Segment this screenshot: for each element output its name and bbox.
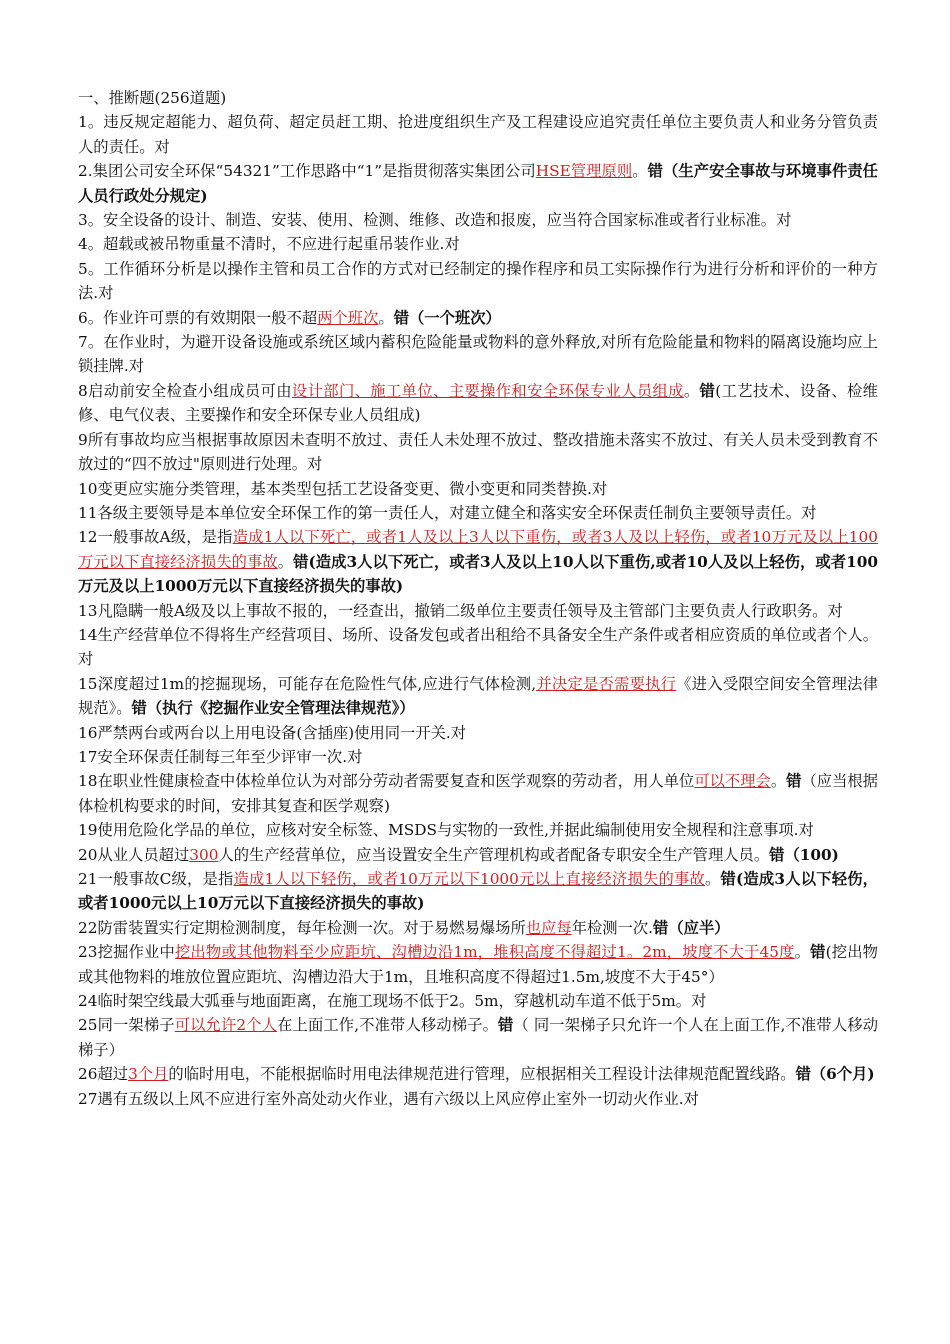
- question-text: 。: [794, 943, 811, 962]
- question-text: 15深度超过1m的挖掘现场，可能存在危险性气体,应进行气体检测,: [78, 674, 537, 693]
- question-text: 4。超载或被吊物重量不清时，不应进行起重吊装作业.对: [78, 235, 460, 254]
- question-item: [78, 745, 878, 769]
- question-item: [78, 769, 878, 818]
- question-item: [78, 989, 878, 1013]
- question-text: 20从业人员超过: [78, 845, 190, 864]
- question-text: 10变更应实施分类管理，基本类型包括工艺设备变更、微小变更和同类替换.对: [78, 479, 608, 498]
- question-text: 人的生产经营单位，应当设置安全生产管理机构或者配备专职安全生产管理人员。: [218, 845, 770, 864]
- answer-text: 错(造成3人以下轻伤，或者1000元以上10万元以下直接经济损失的事故): [78, 870, 878, 913]
- question-text: 16严禁两台或两台以上用电设备(含插座)使用同一开关.对: [78, 723, 467, 742]
- answer-text: 错（一个班次）: [393, 308, 501, 327]
- highlighted-text: 挖出物或其他物料至少应距坑、沟槽边沿1m，堆积高度不得超过1。2m，坡度不大于45度: [174, 943, 795, 962]
- question-text: 。: [704, 870, 721, 888]
- question-text: 8启动前安全检查小组成员可由: [78, 381, 292, 400]
- highlighted-text: 并决定是否需要执行: [536, 674, 677, 693]
- question-text: 19使用危险化学品的单位，应核对安全标签、MSDS与实物的一致性,并据此编制使用安全规程和注意事项.对: [78, 821, 814, 840]
- question-text: 27遇有五级以上风不应进行室外高处动火作业，遇有六级以上风应停止室外一切动火作业.对: [78, 1089, 699, 1108]
- answer-text: 错: [699, 381, 716, 400]
- question-text: （应当根据体检机构要求的时间，安排其复查和医学观察): [78, 772, 878, 815]
- question-text: 25同一架梯子: [78, 1016, 175, 1035]
- question-item: [78, 232, 878, 256]
- highlighted-text: HSE管理原则: [535, 162, 633, 181]
- question-text: 17安全环保责任制每三年至少评审一次.对: [78, 747, 363, 766]
- question-item: [78, 257, 878, 306]
- answer-text: 错（100): [769, 845, 839, 864]
- question-item: [78, 525, 878, 598]
- question-text: (工艺技术、设备、检维修、电气仪表、主要操作和安全环保专业人员组成): [78, 381, 878, 425]
- question-item: [78, 1013, 878, 1062]
- question-item: [78, 916, 878, 940]
- question-item: [78, 940, 878, 989]
- question-text: 13凡隐瞒一般A级及以上事故不报的，一经查出，撤销二级单位主要责任领导及主管部门主要负责人行政职务。对: [78, 601, 843, 620]
- question-item: [78, 208, 878, 232]
- highlighted-text: 造成1人以下轻伤，或者10万元以下1000元以上直接经济损失的事故: [233, 870, 705, 888]
- question-item: [78, 330, 878, 379]
- question-item: [78, 867, 878, 916]
- question-item: [78, 501, 878, 525]
- question-text: 在上面工作,不准带人移动梯子。: [277, 1016, 498, 1035]
- question-text: 26超过: [78, 1065, 129, 1084]
- answer-text: 错（应半）: [653, 918, 730, 937]
- document-page: [78, 86, 878, 1111]
- question-item: [78, 721, 878, 745]
- answer-text: 错: [810, 943, 826, 962]
- highlighted-text: 300: [189, 845, 219, 864]
- highlighted-text: 设计部门、施工单位、主要操作和安全环保专业人员组成: [291, 381, 684, 400]
- question-text: 14生产经营单位不得将生产经营项目、场所、设备发包或者出租给不具备安全生产条件或者相应资质的单位或者个人。对: [78, 625, 878, 669]
- question-item: [78, 843, 878, 867]
- highlighted-text: 3个月: [128, 1065, 169, 1084]
- answer-text: 错（执行《挖掘作业安全管理法律规范》）: [131, 699, 415, 718]
- question-text: 。: [632, 162, 648, 181]
- answer-text: 错（生产安全事故与环境事件责任人员行政处分规定): [78, 162, 878, 205]
- question-item: [78, 672, 878, 721]
- question-item: [78, 818, 878, 842]
- highlighted-text: 两个班次: [317, 308, 379, 327]
- question-text: 《进入受限空间安全管理法律规范》。: [78, 674, 878, 718]
- question-text: 。: [770, 772, 787, 791]
- question-text: 。: [277, 552, 294, 571]
- question-item: [78, 477, 878, 501]
- question-text: 24临时架空线最大弧垂与地面距离，在施工现场不低于2。5m，穿越机动车道不低于5m。对: [78, 992, 707, 1011]
- question-text: 6。作业许可票的有效期限一般不超: [78, 308, 318, 327]
- highlighted-text: 造成1人以下死亡，或者1人及以上3人以下重伤，或者3人及以上轻伤，或者10万元及以上100万元以下直接经济损失的事故: [78, 528, 879, 571]
- question-text: 1。违反规定超能力、超负荷、超定员赶工期、抢进度组织生产及工程建设应追究责任单位主要负责人和业务分管负责人的责任。对: [78, 113, 878, 156]
- question-text: 9所有事故均应当根据事故原因未查明不放过、责任人未处理不放过、整改措施未落实不放过、有关人员未受到教育不放过的“四不放过"原则进行处理。对: [78, 430, 878, 474]
- question-text: 。: [683, 381, 700, 400]
- question-text: 23挖掘作业中: [78, 943, 175, 962]
- answer-text: 错: [786, 772, 802, 791]
- answer-text: 错（6个月): [795, 1065, 875, 1084]
- question-item: [78, 110, 878, 159]
- question-text: 年检测一次.: [571, 918, 654, 937]
- question-text: 。: [378, 308, 394, 327]
- question-item: [78, 159, 878, 208]
- question-text: 12一般事故A级，是指: [78, 528, 233, 547]
- question-text: 5。工作循环分析是以操作主管和员工合作的方式对已经制定的操作程序和员工实际操作行为进行分析和评价的一种方法.对: [78, 259, 878, 303]
- highlighted-text: 也应每: [525, 918, 572, 937]
- question-item: [78, 306, 878, 330]
- question-item: [78, 428, 878, 477]
- question-text: 的临时用电，不能根据临时用电法律规范进行管理，应根据相关工程设计法律规范配置线路。: [168, 1065, 796, 1084]
- question-text: 21一般事故C级，是指: [78, 870, 234, 888]
- section-heading: 一、推断题(256道题): [78, 89, 227, 107]
- question-text: 3。安全设备的设计、制造、安装、使用、检测、维修、改造和报废，应当符合国家标准或者行业标准。对: [78, 211, 792, 230]
- question-item: [78, 379, 878, 428]
- question-item: [78, 599, 878, 623]
- highlighted-text: 可以不理会: [694, 772, 771, 791]
- highlighted-text: 可以允许2个人: [174, 1016, 278, 1035]
- question-text: 2.集团公司安全环保“54321”工作思路中“1”是指贯彻落实集团公司: [78, 162, 536, 181]
- question-text: 22防雷装置实行定期检测制度，每年检测一次。对于易燃易爆场所: [78, 918, 526, 937]
- question-text: （ 同一架梯子只允许一个人在上面工作,不准带人移动梯子）: [78, 1016, 878, 1059]
- question-item: [78, 1087, 878, 1111]
- question-item: [78, 1062, 878, 1086]
- question-list: [78, 110, 878, 1111]
- question-text: 18在职业性健康检查中体检单位认为对部分劳动者需要复查和医学观察的劳动者，用人单位: [78, 772, 695, 791]
- question-text: 11各级主要领导是本单位安全环保工作的第一责任人，对建立健全和落实安全环保责任制负主要领导责任。对: [78, 503, 817, 522]
- answer-text: 错: [498, 1016, 514, 1035]
- question-item: [78, 623, 878, 672]
- answer-text: 错(造成3人以下死亡，或者3人及以上10人以下重伤,或者10人及以上轻伤，或者100万元及以上1000万元以下直接经济损失的事故): [78, 552, 878, 596]
- question-text: 7。在作业时，为避开设备设施或系统区域内蓄积危险能量或物料的意外释放,对所有危险能量和物料的隔离设施均应上锁挂牌.对: [78, 333, 878, 376]
- question-text: (挖出物或其他物料的堆放位置应距坑、沟槽边沿大于1m，且堆积高度不得超过1.5m,坡度不大于45°）: [78, 943, 878, 986]
